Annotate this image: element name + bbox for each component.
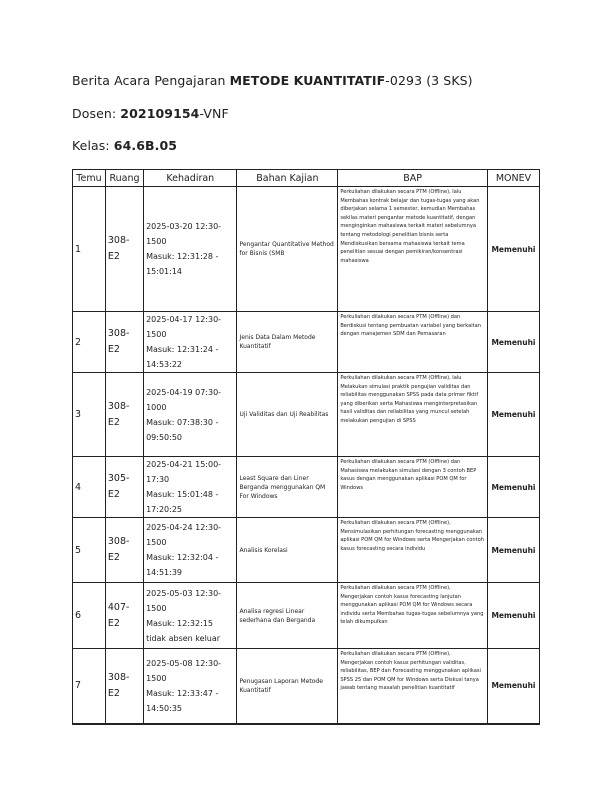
lecturer-code: -VNF xyxy=(199,106,229,121)
cell-kehadiran xyxy=(144,312,237,373)
cell-monev: Memenuhi xyxy=(487,312,539,373)
table-row xyxy=(73,457,540,518)
cell-kehadiran xyxy=(144,187,237,312)
cell-bap: Perkuliahan dilakukan secara PTM (Offline) dan Berdiskusi tentang pembuatan variabel yang berkaitan dengan manajemen SDM dan Pemasaran xyxy=(338,312,488,373)
cell-temu: 3 xyxy=(73,373,106,457)
cell-ruang: 308-E2 xyxy=(105,187,143,312)
cell-temu: 6 xyxy=(73,583,106,649)
cell-kehadiran xyxy=(144,457,237,518)
cell-bahan-kajian: Penugasan Laporan Metode Kuantitatif xyxy=(237,649,338,724)
cell-bap: Perkuliahan dilakukan secara PTM (Offline), Mensimulasikan perhitungan forecasting menggunakan aplikasi POM QM for Windows serta Mengerjakan contoh kasus forecasting secara individu xyxy=(338,518,488,583)
col-header-bap: BAP xyxy=(338,170,488,187)
cell-temu: 2 xyxy=(73,312,106,373)
class-line xyxy=(72,138,177,153)
cell-kehadiran xyxy=(144,649,237,724)
lecturer-line xyxy=(72,106,229,121)
schedule-time: 2025-05-08 12:30-1500 xyxy=(146,658,222,683)
course-title xyxy=(72,73,473,88)
table-row xyxy=(73,373,540,457)
lecturer-id: 202109154 xyxy=(120,106,200,121)
cell-bahan-kajian: Analisa regresi Linear sederhana dan Berganda xyxy=(237,583,338,649)
table-row xyxy=(73,518,540,583)
cell-temu: 4 xyxy=(73,457,106,518)
check-in-time: Masuk: 12:31:24 - 14:53:22 xyxy=(146,345,219,369)
table-row xyxy=(73,187,540,312)
col-header-bahan-kajian: Bahan Kajian xyxy=(237,170,338,187)
class-label: Kelas: xyxy=(72,138,114,153)
check-in-time: Masuk: 12:33:47 - 14:50:35 xyxy=(146,688,219,713)
cell-bap: Perkuliahan dilakukan secara PTM (Offline), Mengerjakan contoh kasus perhitungan validitas, reliabilitas, BEP dan Forecasting menggunakan aplikasi SPSS 25 dan POM QM for Windows serta Diskusi tanya jawab tentang masalah penelitian kuantitatif xyxy=(338,649,488,724)
cell-monev: Memenuhi xyxy=(487,187,539,312)
cell-bap: Perkuliahan dilakukan secara PTM (Offline), Mengerjakan contoh kasus forecasting lanjutan menggunakan aplikasi POM QM for Windows secara individu serta Membahas tugas-tugas sebelumnya yang telah dikumpulkan xyxy=(338,583,488,649)
col-header-temu: Temu xyxy=(73,170,106,187)
cell-monev: Memenuhi xyxy=(487,649,539,724)
cell-temu: 7 xyxy=(73,649,106,724)
cell-bahan-kajian: Pengantar Quantitative Method for Bisnis (SMB xyxy=(237,187,338,312)
course-title-prefix: Berita Acara Pengajaran xyxy=(72,73,230,88)
cell-monev: Memenuhi xyxy=(487,583,539,649)
cell-monev: Memenuhi xyxy=(487,518,539,583)
table-row xyxy=(73,312,540,373)
course-name: METODE KUANTITATIF xyxy=(229,73,386,88)
cell-temu: 5 xyxy=(73,518,106,583)
schedule-time: 2025-03-20 12:30-1500 xyxy=(146,222,222,246)
cell-bahan-kajian: Uji Validitas dan Uji Reabilitas xyxy=(237,373,338,457)
check-in-time: Masuk: 12:32:15 tidak absen keluar xyxy=(146,618,221,643)
cell-bap: Perkuliahan dilakukan secara PTM (Offline), lalu Melakukan simulasi praktik pengujian validitas dan reliabilitas menggunakan SPSS pada data primer fiktif yang diberikan serta Mahasiswa menginterpretasikan hasil validitas dan reliabilitas yang muncul setelah melakukan pengujian di SPSS xyxy=(338,373,488,457)
check-in-time: Masuk: 12:31:28 - 15:01:14 xyxy=(146,252,219,276)
cell-bahan-kajian: Analisis Korelasi xyxy=(237,518,338,583)
schedule-time: 2025-04-19 07:30-1000 xyxy=(146,387,222,412)
class-id: 64.6B.05 xyxy=(113,138,178,153)
check-in-time: Masuk: 07:38:30 - 09:50:50 xyxy=(146,417,219,442)
check-in-time: Masuk: 15:01:48 - 17:20:25 xyxy=(146,490,219,514)
cell-kehadiran xyxy=(144,583,237,649)
attendance-table xyxy=(72,169,540,725)
cell-bahan-kajian: Least Square dan Liner Berganda menggunakan QM For Windows xyxy=(237,457,338,518)
table-row xyxy=(73,583,540,649)
schedule-time: 2025-04-24 12:30-1500 xyxy=(146,523,222,547)
cell-bap: Perkuliahan dilakukan secara PTM (Offline), lalu Membahas kontrak belajar dan tugas-tugas yang akan diberjakan selama 1 semester, kemudian Membahas sekilas materi pengantar metode kuantitatif, dengan menginginkan mahasiswa terkait materi sebelumnya tentang metodologi penelitian bisnis serta Mendiskusikan bersama mahasiswa terkait tema penelitian sesuai dengan pemikiran/konsentrasi mahasiswa xyxy=(338,187,488,312)
cell-kehadiran xyxy=(144,518,237,583)
schedule-time: 2025-04-21 15:00-17:30 xyxy=(146,460,222,484)
cell-ruang: 308-E2 xyxy=(105,649,143,724)
cell-monev: Memenuhi xyxy=(487,373,539,457)
schedule-time: 2025-04-17 12:30-1500 xyxy=(146,315,222,339)
cell-ruang: 305-E2 xyxy=(105,457,143,518)
cell-kehadiran xyxy=(144,373,237,457)
col-header-ruang: Ruang xyxy=(105,170,143,187)
table-header-row xyxy=(73,170,540,187)
cell-ruang: 407-E2 xyxy=(105,583,143,649)
cell-ruang: 308-E2 xyxy=(105,373,143,457)
col-header-monev: MONEV xyxy=(487,170,539,187)
cell-bahan-kajian: Jenis Data Dalam Metode Kuantitatif xyxy=(237,312,338,373)
cell-ruang: 308-E2 xyxy=(105,518,143,583)
cell-ruang: 308-E2 xyxy=(105,312,143,373)
cell-bap: Perkuliahan dilakukan secara PTM (Offline) dan Mahasiswa melakukan simulasi dengan 3 contoh BEP kasus dengan menggunakan aplikasi POM QM for Windows xyxy=(338,457,488,518)
table-row xyxy=(73,649,540,724)
cell-temu: 1 xyxy=(73,187,106,312)
lecturer-label: Dosen: xyxy=(72,106,121,121)
schedule-time: 2025-05-03 12:30-1500 xyxy=(146,588,222,613)
check-in-time: Masuk: 12:32:04 - 14:51:39 xyxy=(146,553,219,577)
cell-monev: Memenuhi xyxy=(487,457,539,518)
col-header-kehadiran: Kehadiran xyxy=(144,170,237,187)
course-code: -0293 (3 SKS) xyxy=(385,73,473,88)
